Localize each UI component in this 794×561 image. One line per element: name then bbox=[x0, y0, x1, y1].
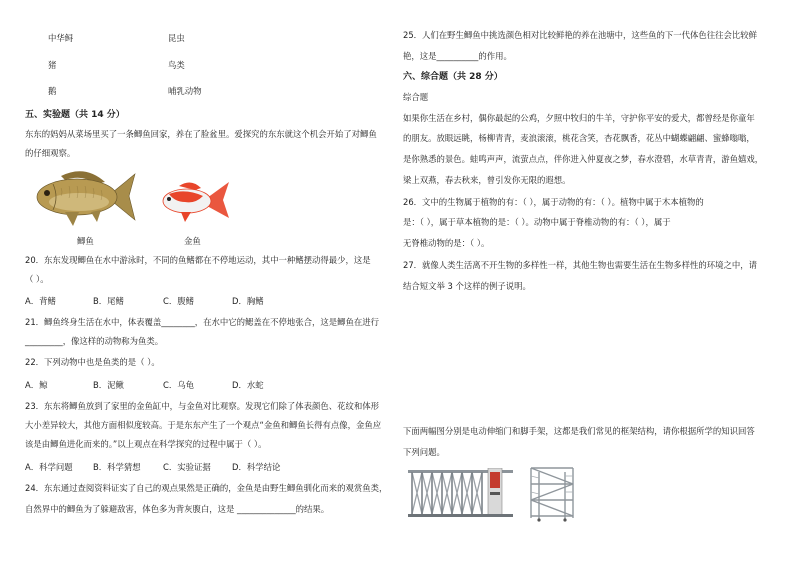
q25-line2: 艳，这是__________的作用。 bbox=[403, 51, 512, 61]
scaffolding-image bbox=[525, 466, 579, 522]
q20-option-d[interactable]: D．胸鳍 bbox=[232, 296, 264, 306]
q21-line2: _________，像这样的动物称为鱼类。 bbox=[25, 336, 164, 346]
q23-line1: 23．东东将鲫鱼放到了家里的金鱼缸中，与金鱼对比观察。发现它们除了体表颜色、花纹和体形 bbox=[25, 401, 380, 411]
frame-intro-line2: 下列问题。 bbox=[403, 447, 445, 457]
section6-title: 六、综合题（共 28 分） bbox=[403, 72, 503, 82]
q22-option-b[interactable]: B．泥鳅 bbox=[93, 380, 124, 390]
crucian-carp-caption: 鲫鱼 bbox=[77, 236, 94, 246]
q24-line2: 自然界中的鲫鱼为了躲避敌害，体色多为背灰腹白，这是 ______________的结果。 bbox=[25, 504, 330, 514]
class-row-2-group: 鸟类 bbox=[168, 60, 185, 70]
q26-line3: 无脊椎动物的是：（ ）。 bbox=[403, 238, 490, 248]
q23-option-c[interactable]: C．实验证据 bbox=[163, 462, 211, 472]
q23-option-a[interactable]: A．科学问题 bbox=[25, 462, 73, 472]
q25-line1: 25．人们在野生鲫鱼中挑选颜色相对比较鲜艳的养在池塘中，这些鱼的下一代体色往往会比较鲜 bbox=[403, 30, 758, 40]
section5-intro-line1: 东东的妈妈从菜场里买了一条鲫鱼回家，养在了脸盆里。爱探究的东东就这个机会开始了对鲫鱼 bbox=[25, 129, 377, 139]
section5-intro-line2: 的仔细观察。 bbox=[25, 148, 76, 158]
q22-option-c[interactable]: C．乌龟 bbox=[163, 380, 194, 390]
retractable-gate-image bbox=[408, 468, 513, 518]
q22-option-d[interactable]: D．水蛇 bbox=[232, 380, 264, 390]
section6-subtitle: 综合题 bbox=[403, 92, 429, 102]
q23-line3: 该是由鲫鱼进化而来的。”以上观点在科学探究的过程中属于（ ）。 bbox=[25, 439, 267, 449]
q27-line1: 27．就像人类生活离不开生物的多样性一样，其他生物也需要生活在生物多样性的环境之中，请 bbox=[403, 260, 758, 270]
q22-line1: 22．下列动物中也是鱼类的是（ ）。 bbox=[25, 357, 160, 367]
passage-line2: 的朋友。放眼远眺，杨柳青青，麦浪滚滚，桃花含笑，杏花飘香，花丛中蝴蝶翩翩、蜜蜂嗡嗡， bbox=[403, 133, 755, 143]
q23-option-b[interactable]: B．科学猜想 bbox=[93, 462, 141, 472]
class-row-3-animal: 鹅 bbox=[48, 86, 57, 96]
class-row-3-group: 哺乳动物 bbox=[168, 86, 202, 96]
q27-line2: 结合短文举 3 个这样的例子说明。 bbox=[403, 281, 531, 291]
q22-option-a[interactable]: A．鲸 bbox=[25, 380, 48, 390]
passage-line3: 是你熟悉的景色。蛙鸣声声，流萤点点，伴你进入仲夏夜之梦，春水澄碧，水草青青，游鱼嬉戏， bbox=[403, 154, 764, 164]
section5-title: 五、实验题（共 14 分） bbox=[25, 110, 125, 120]
goldfish-caption: 金鱼 bbox=[184, 236, 201, 246]
q21-line1: 21．鲫鱼终身生活在水中，体表覆盖________，在水中它的鳃盖在不停地张合，这是鲫鱼在进行 bbox=[25, 317, 380, 327]
goldfish-image bbox=[155, 178, 231, 224]
frame-intro-line1: 下面两幅图分别是电动伸缩门和脚手架，这都是我们常见的框架结构，请你根据所学的知识回答 bbox=[403, 426, 755, 436]
q20-line2: （ ）。 bbox=[25, 274, 49, 284]
crucian-carp-image bbox=[25, 164, 137, 230]
passage-line1: 如果你生活在乡村，偶你最起的公鸡，夕照中牧归的牛羊，守护你平安的爱犬，都曾经是你童年 bbox=[403, 113, 755, 123]
q23-line2: 大小差异较大，其他方面相似度较高。于是东东产生了一个观点“金鱼和鲫鱼长得有点像，金鱼应 bbox=[25, 420, 382, 430]
q26-line2: 是：（ ），属于草本植物的是：（ ）。动物中属于脊椎动物的有：（ ），属于 bbox=[403, 217, 671, 227]
class-row-1-animal: 中华鲟 bbox=[48, 33, 74, 43]
class-row-1-group: 昆虫 bbox=[168, 33, 185, 43]
q24-line1: 24．东东通过查阅资料证实了自己的观点果然是正确的，金鱼是由野生鲫鱼驯化而来的观赏鱼类， bbox=[25, 483, 388, 493]
class-row-2-animal: 猪 bbox=[48, 60, 57, 70]
q23-option-d[interactable]: D．科学结论 bbox=[232, 462, 281, 472]
q20-option-a[interactable]: A．背鳍 bbox=[25, 296, 56, 306]
q20-line1: 20．东东发现鲫鱼在水中游泳时，不同的鱼鳍都在不停地运动，其中一种鳍摆动得最少，这是 bbox=[25, 255, 371, 265]
passage-line4: 梁上双燕，春去秋来，曾引发你无限的遐想。 bbox=[403, 175, 571, 185]
q26-line1: 26．文中的生物属于植物的有：（ ），属于动物的有：（ ）。植物中属于木本植物的 bbox=[403, 197, 704, 207]
q20-option-b[interactable]: B．尾鳍 bbox=[93, 296, 124, 306]
q20-option-c[interactable]: C．腹鳍 bbox=[163, 296, 194, 306]
